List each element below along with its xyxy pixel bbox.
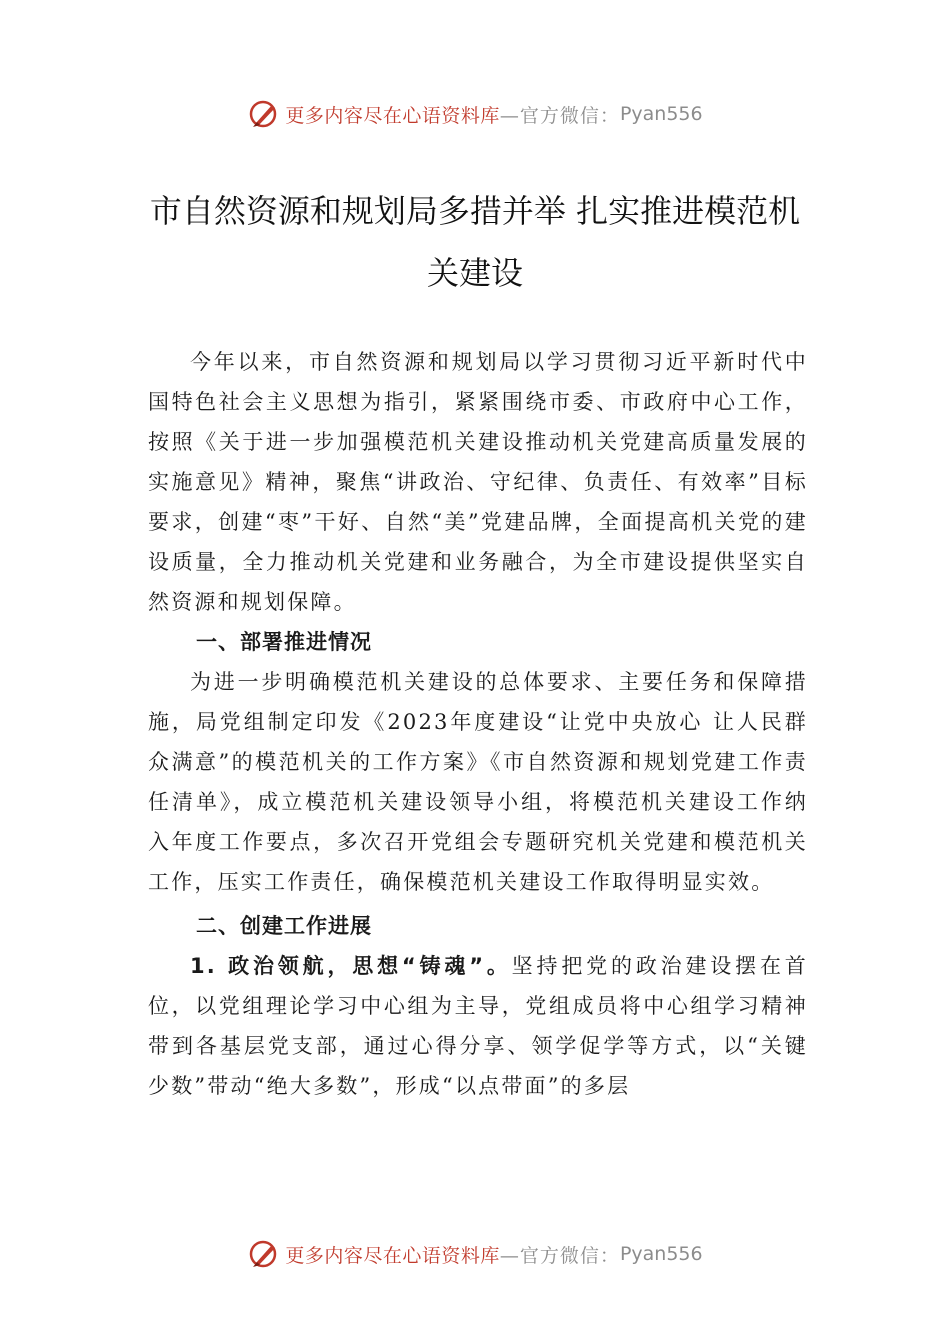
pen-logo-icon xyxy=(247,1237,281,1271)
section1-heading: 一、部署推进情况 xyxy=(196,630,372,654)
section2-item1-text: 坚持把党的政治建设摆在首位，以党组理论学习中心组为主导，党组成员将中心组学习精神带到各基层党支部，通过心得分享、领学促学等方式，以“关键少数”带动“绝大多数”，形成“以点带面”的多层 xyxy=(148,954,808,1098)
intro-paragraph: 今年以来，市自然资源和规划局以学习贯彻习近平新时代中国特色社会主义思想为指引，紧紧围绕市委、市政府中心工作，按照《关于进一步加强模范机关建设推动机关党建高质量发展的实施意见》精神，聚焦“讲政治、守纪律、负责任、有效率”目标要求，创建“枣”干好、自然“美”党建品牌，全面提高机关党的建设质量，全力推动机关党建和业务融合，为全市建设提供坚实自然资源和规划保障。 xyxy=(148,350,808,614)
banner-account: Pyan556 xyxy=(619,1243,703,1265)
banner-prefix: 更多内容尽在心语资料库 xyxy=(285,104,500,127)
section1-paragraph: 为进一步明确模范机关建设的总体要求、主要任务和保障措施，局党组制定印发《2023年度建设“让党中央放心 让人民群众满意”的模范机关的工作方案》《市自然资源和规划党建工作责任清单》，成立模范机关建设领导小组，将模范机关建设工作纳入年度工作要点，多次召开党组会专题研究机关党建和模范机关工作，压实工作责任，确保模范机关建设工作取得明显实效。 xyxy=(148,670,808,894)
section2-item1-paragraph xyxy=(148,946,808,1106)
document-title: 市自然资源和规划局多措并举 扎实推进模范机关建设 xyxy=(149,192,801,292)
banner-dash: —官方微信： xyxy=(499,104,620,127)
section2-item1-lead: 1. 政治领航，思想“铸魂”。 xyxy=(190,954,512,978)
section2-heading: 二、创建工作进展 xyxy=(196,914,372,938)
banner-prefix: 更多内容尽在心语资料库 xyxy=(285,1244,500,1267)
banner-account: Pyan556 xyxy=(619,103,703,125)
watermark-banner-bottom xyxy=(0,1234,950,1274)
document-body xyxy=(148,342,808,1106)
watermark-banner-top xyxy=(0,94,950,134)
pen-logo-icon xyxy=(247,97,281,131)
banner-dash: —官方微信： xyxy=(499,1244,620,1267)
